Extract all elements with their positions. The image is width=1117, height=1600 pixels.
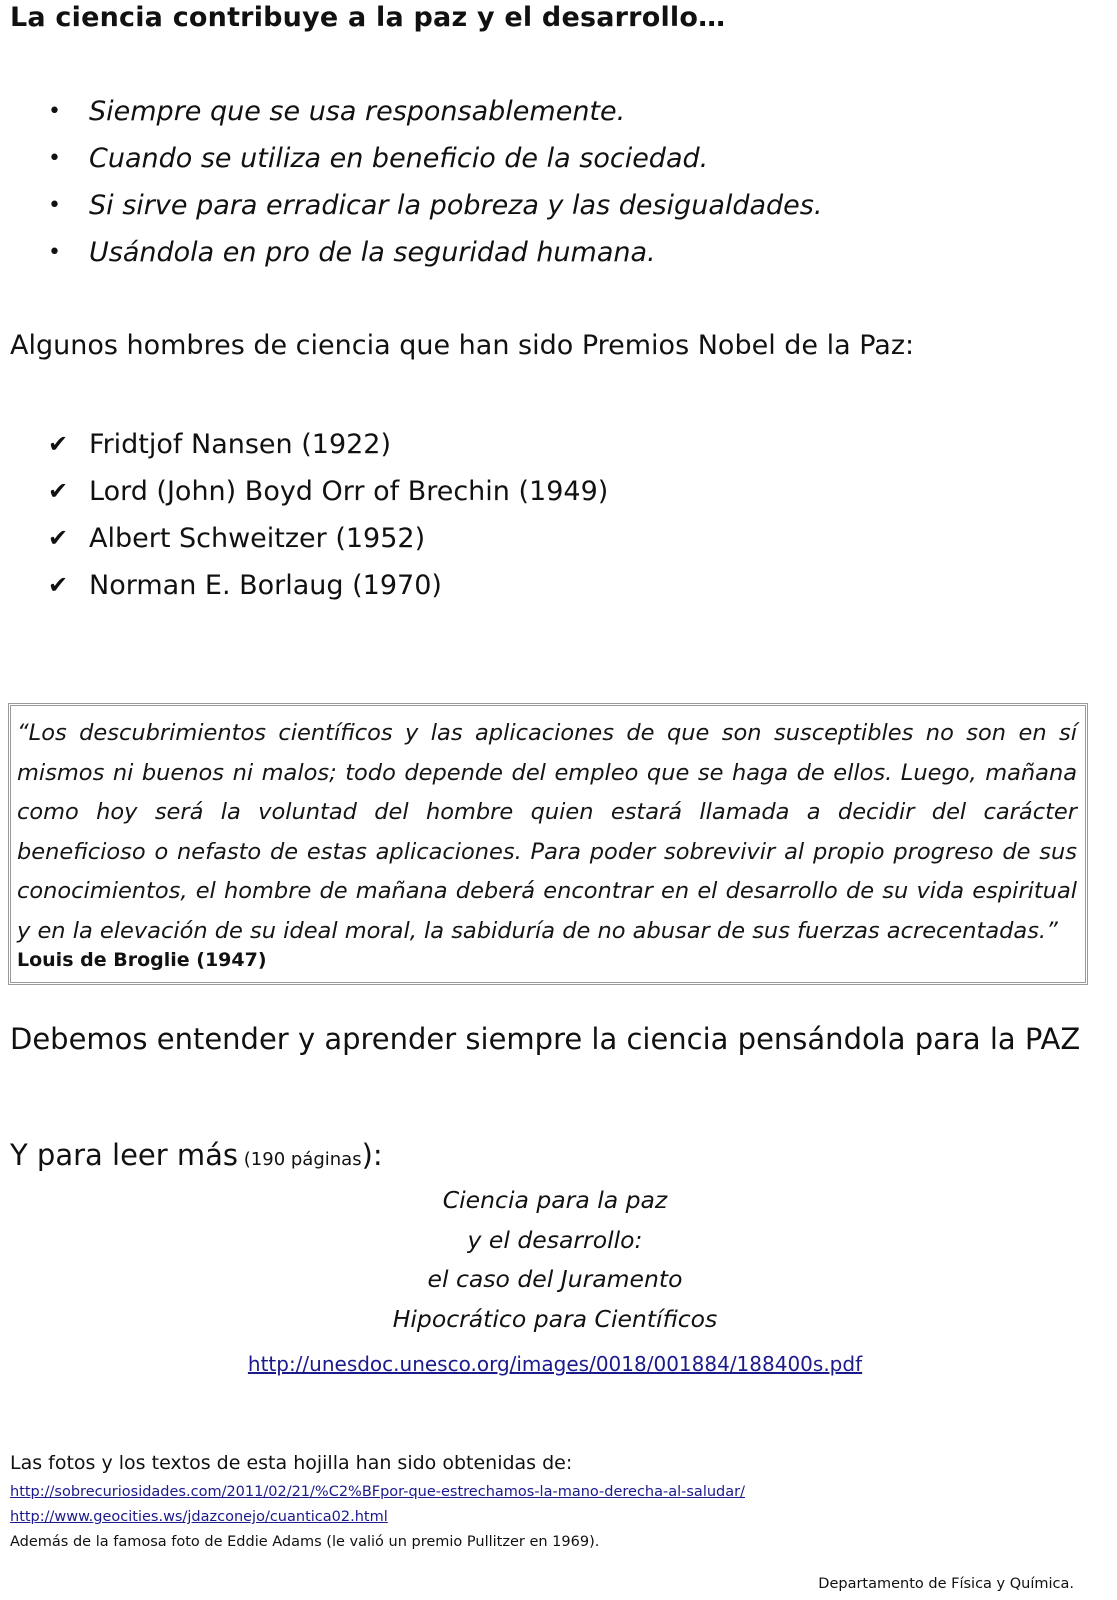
book-title-line: el caso del Juramento — [427, 1265, 683, 1293]
checkmark-icon: ✔ — [48, 430, 69, 458]
quote-box — [8, 703, 1088, 985]
source-link-row — [10, 1484, 745, 1500]
department-footer: Departamento de Física y Química. — [818, 1576, 1074, 1592]
book-title-line: Hipocrático para Científicos — [392, 1304, 718, 1333]
photo-credit-note: Además de la famosa foto de Eddie Adams (le valió un premio Pullitzer en 1969). — [10, 1534, 600, 1550]
peace-statement: Debemos entender y aprender siempre la ciencia pensándola para la PAZ — [10, 1022, 1081, 1056]
checkmark-icon: ✔ — [48, 571, 69, 599]
page-count: 190 páginas — [250, 1149, 362, 1170]
source-link-sobrecuriosidades[interactable]: http://sobrecuriosidades.com/2011/02/21/%C2%BFpor-que-estrechamos-la-mano-derecha-al-saludar/ — [10, 1484, 745, 1500]
book-title-line: y el desarrollo: — [467, 1225, 643, 1254]
list-item-text: Si sirve para erradicar la pobreza y las desigualdades. — [89, 190, 823, 221]
laureate-name: Albert Schweitzer (1952) — [89, 523, 426, 554]
book-title — [290, 1181, 820, 1339]
pages-close: ): — [361, 1138, 383, 1172]
page-title: La ciencia contribuye a la paz y el desarrollo… — [10, 2, 726, 33]
list-item-text: Siempre que se usa responsablemente. — [89, 96, 626, 127]
bullet-icon: • — [48, 99, 61, 124]
read-more-heading — [10, 1138, 383, 1172]
checkmark-icon: ✔ — [48, 524, 69, 552]
quote-text: “Los descubrimientos científicos y las aplicaciones de que son susceptibles no son en sí mismos ni buenos ni malos; todo depende del empleo que se haga de ellos. Luego, mañana como hoy será la voluntad del hombre quien estará llamada a decidir del carácter beneficioso o nefasto de estas aplicaciones. Para poder sobrevivir al propio progreso de sus conocimientos, el hombre de mañana deberá encontrar en el desarrollo de su vida espiritual y en la elevación de su ideal moral, la sabiduría de no abusar de sus fuerzas acrecentadas.” — [17, 720, 1077, 944]
laureate-name: Lord (John) Boyd Orr of Brechin (1949) — [89, 476, 609, 507]
book-pdf-link[interactable]: http://unesdoc.unesco.org/images/0018/001884/188400s.pdf — [247, 1352, 863, 1376]
bullet-icon: • — [48, 240, 61, 265]
pages-open: ( — [238, 1149, 251, 1170]
list-item-text: Usándola en pro de la seguridad humana. — [89, 237, 656, 268]
nobel-heading: Algunos hombres de ciencia que han sido Premios Nobel de la Paz: — [10, 330, 915, 361]
read-more-label: Y para leer más — [10, 1138, 239, 1172]
bullet-icon: • — [48, 193, 61, 218]
laureate-name: Fridtjof Nansen (1922) — [89, 429, 392, 460]
laureate-name: Norman E. Borlaug (1970) — [89, 570, 442, 601]
book-title-line: Ciencia para la paz — [442, 1186, 668, 1214]
sources-title: Las fotos y los textos de esta hojilla han sido obtenidas de: — [10, 1452, 573, 1474]
book-link-row — [180, 1352, 930, 1376]
list-item-text: Cuando se utiliza en beneficio de la sociedad. — [89, 143, 709, 174]
checkmark-icon: ✔ — [48, 477, 69, 505]
source-link-geocities[interactable]: http://www.geocities.ws/jdazconejo/cuantica02.html — [10, 1509, 388, 1525]
quote-author: Louis de Broglie (1947) — [17, 949, 267, 971]
bullet-icon: • — [48, 146, 61, 171]
source-link-row — [10, 1509, 388, 1525]
